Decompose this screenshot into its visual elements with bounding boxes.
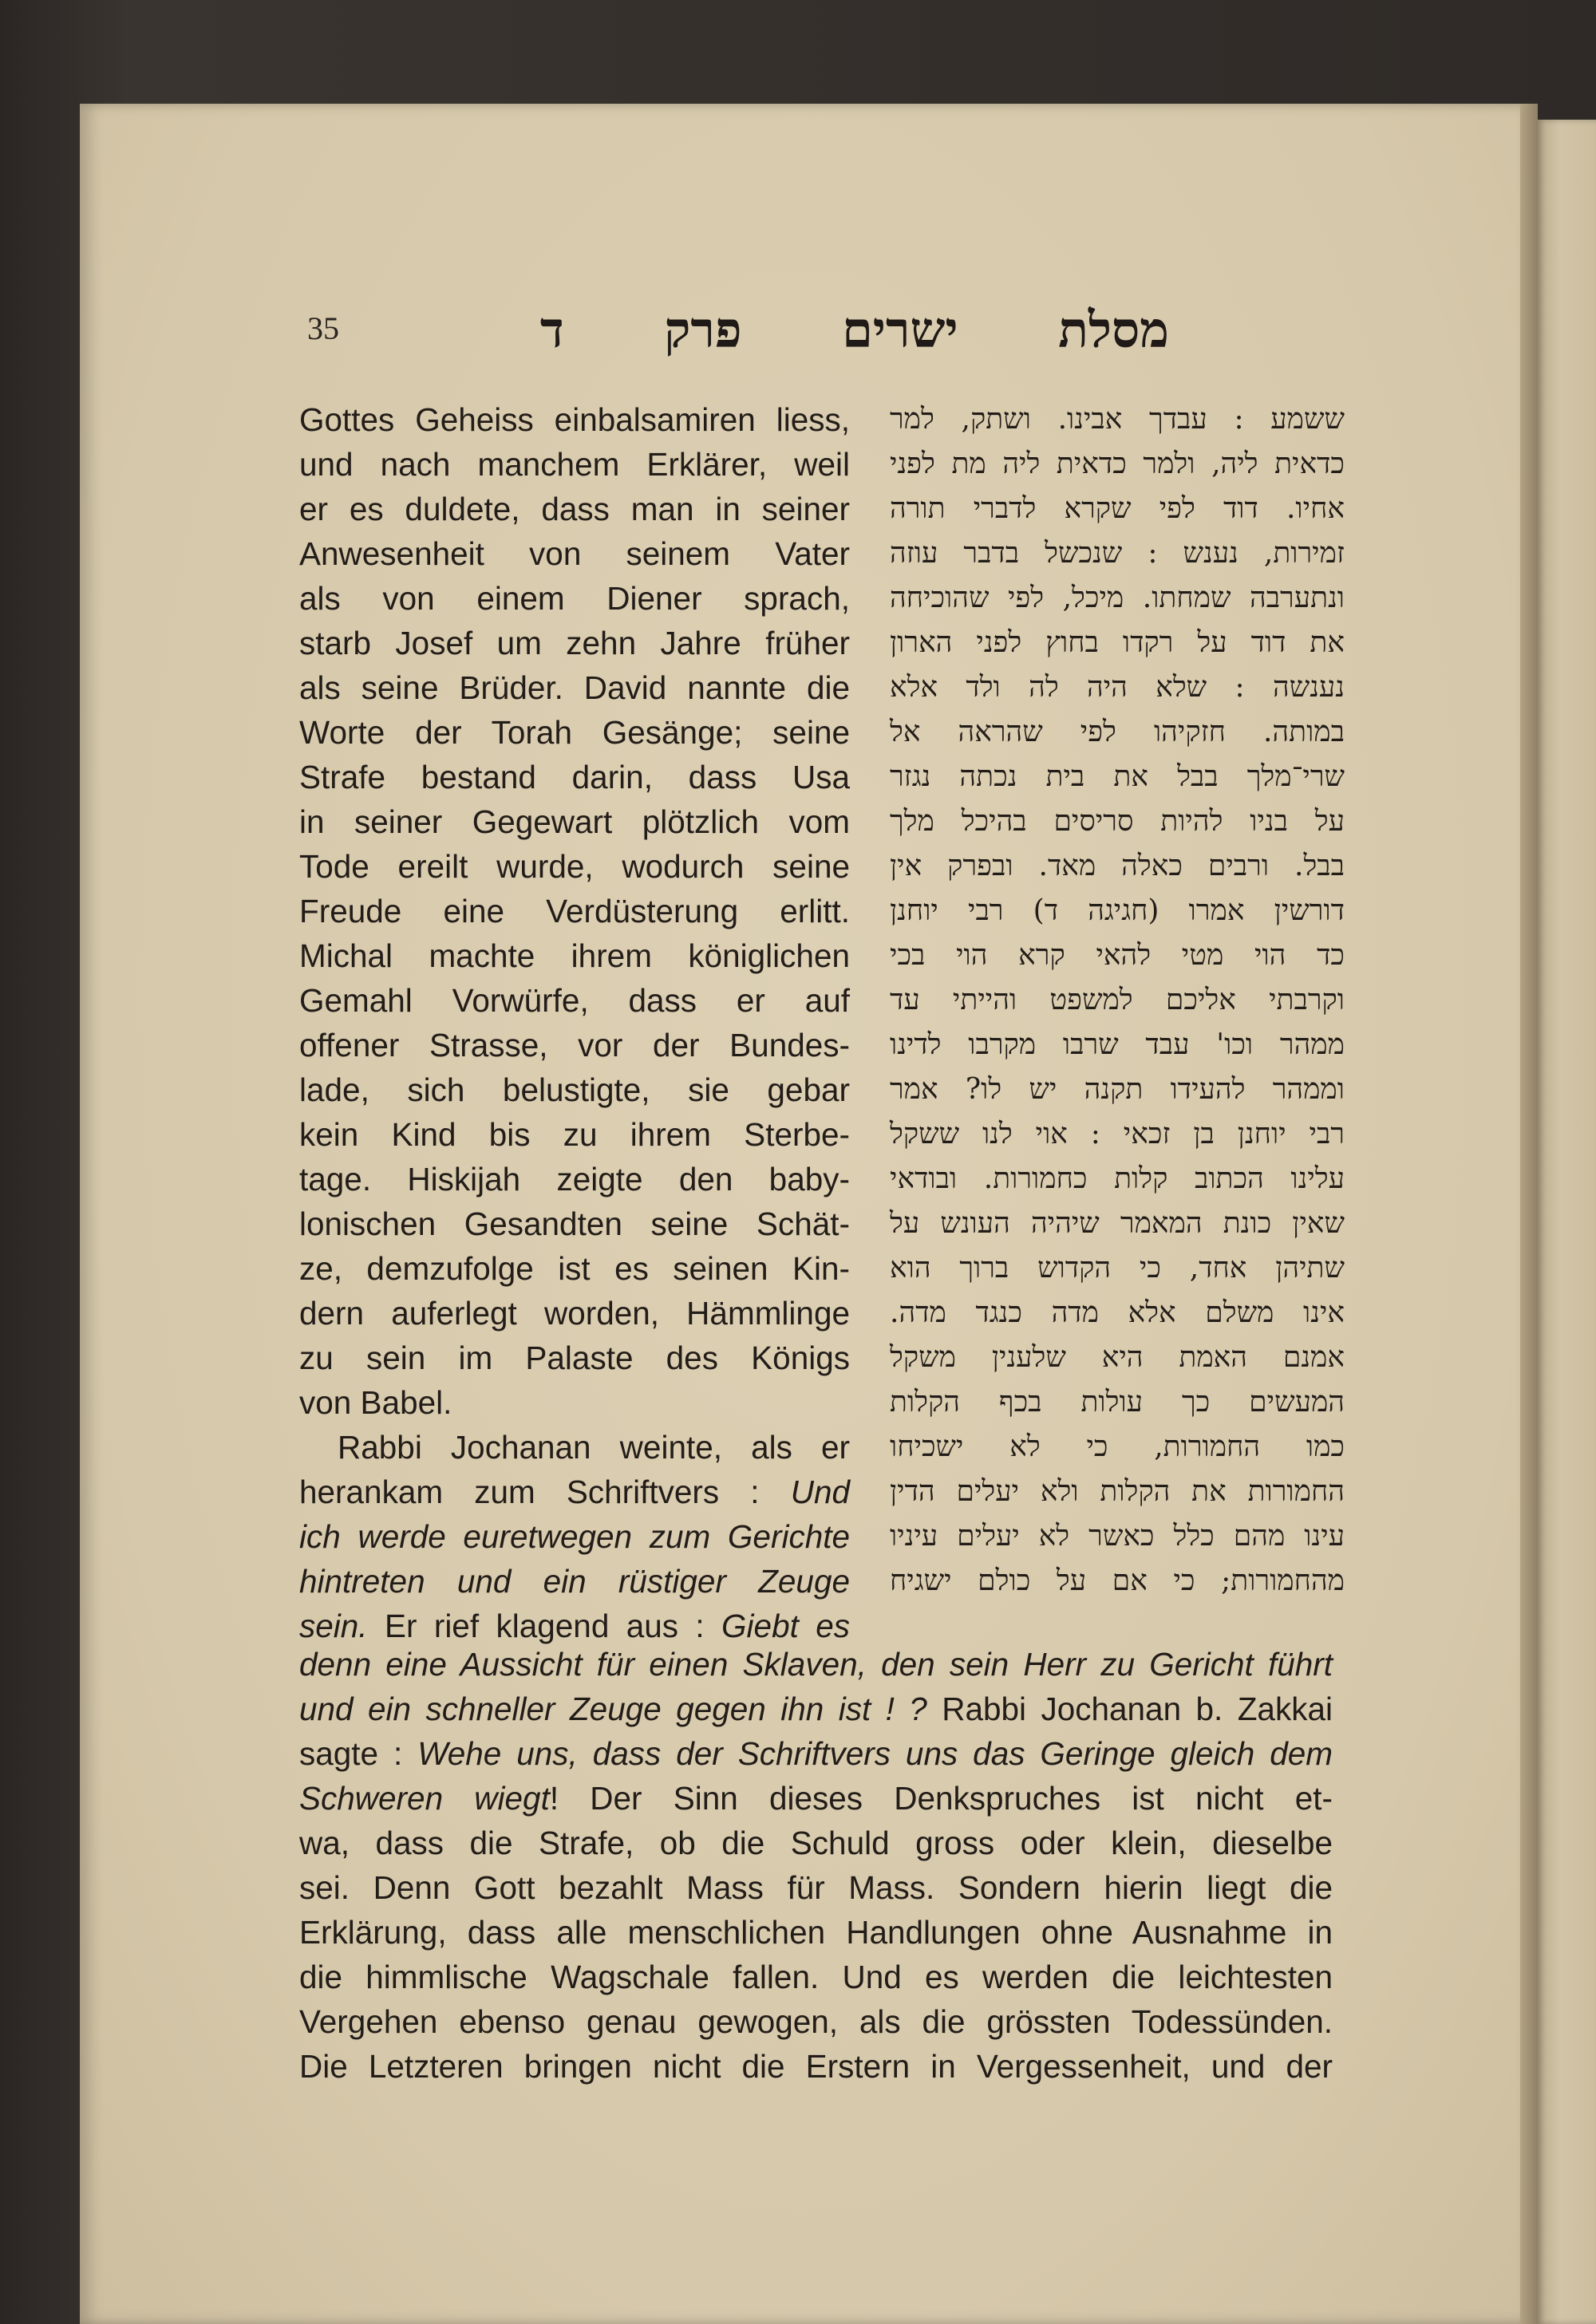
text-line: offener Strasse, vor der Bundes- [299, 1027, 850, 1063]
next-page-edge [1536, 120, 1596, 2324]
text-line: ze, demzufolge ist es seinen Kin- [299, 1250, 850, 1287]
text-line: sei. Denn Gott bezahlt Mass für Mass. Sondern hierin liegt die [299, 1869, 1333, 1906]
italic-quote: Giebt es [721, 1608, 851, 1644]
text-line: und nach manchem Erklärer, weil [299, 446, 850, 483]
italic-quote: denn eine Aussicht für einen Sklaven, den sein Herr zu Gericht führt [299, 1646, 1333, 1683]
text-line: als seine Brüder. David nannte die [299, 669, 850, 706]
text-line: die himmlische Wagschale fallen. Und es werden die leichtesten [299, 1959, 1333, 1995]
hebrew-line: כדאית ליה, ולמר כדאית ליה מת לפני [890, 448, 1345, 480]
german-translation-column [299, 397, 850, 1648]
text-line: kein Kind bis zu ihrem Sterbe- [299, 1116, 850, 1153]
text-line: Strafe bestand darin, dass Usa [299, 759, 850, 795]
text-line: wa, dass die Strafe, ob die Schuld gross oder klein, dieselbe [299, 1825, 1333, 1861]
full-width-text [299, 1642, 1333, 2089]
italic-quote: und ein schneller Zeuge gegen ihn ist ! ? [299, 1691, 927, 1727]
plain-text: ! Der Sinn dieses Denkspruches ist nicht et- [549, 1780, 1333, 1817]
text-line: Erklärung, dass alle menschlichen Handlungen ohne Ausnahme in [299, 1914, 1333, 1951]
hebrew-line: ממהר וכו' עבד שרבו מקרבו לדינו [890, 1028, 1345, 1061]
text-line: starb Josef um zehn Jahre früher [299, 625, 850, 661]
plain-text: Rabbi Jochanan b. Zakkai [926, 1691, 1333, 1727]
hebrew-line: שאין כונת המאמר שיהיה העונש על [890, 1207, 1345, 1240]
plain-text: herankam zum Schriftvers : [299, 1474, 791, 1510]
text-line: dern auferlegt worden, Hämmlinge [299, 1295, 850, 1332]
text-line: lonischen Gesandten seine Schät- [299, 1205, 850, 1242]
text-line [299, 1731, 1333, 1776]
text-line: Michal machte ihrem königlichen [299, 937, 850, 974]
hebrew-line: המעשים כך עולות בכף הקלות [890, 1386, 1345, 1418]
text-line: Vergehen ebenso genau gewogen, als die grössten Todessünden. [299, 2003, 1333, 2040]
text-line: zu sein im Palaste des Königs [299, 1340, 850, 1376]
hebrew-line: שרי־מלך בבל את בית נכתה נגזר [890, 760, 1345, 793]
text-line: Freude eine Verdüsterung erlitt. [299, 893, 850, 929]
hebrew-line: ששמע : עבדך אבינו. ושתק, למר [890, 403, 1345, 436]
hebrew-line: אמנם האמת היא שלענין משקל [890, 1341, 1345, 1374]
text-line: Gottes Geheiss einbalsamiren liess, [299, 401, 850, 438]
text-line [299, 1470, 850, 1514]
text-line: als von einem Diener sprach, [299, 580, 850, 617]
hebrew-line: נענשה : שלא היה לה ולד אלא [890, 671, 1345, 704]
hebrew-line: רבי יוחנן בן זכאי : אוי לנו ששקל [890, 1118, 1345, 1150]
page-header [307, 303, 1169, 391]
hebrew-line: עינו מהם כלל כאשר לא יעלים עיניו [890, 1520, 1345, 1553]
text-line: von Babel. [299, 1384, 452, 1421]
hebrew-line: וקרבתי אליכם למשפט והייתי עד [890, 984, 1345, 1016]
italic-quote: hintreten und ein rüstiger Zeuge [299, 1563, 850, 1600]
text-line: Anwesenheit von seinem Vater [299, 535, 850, 572]
plain-text: sagte : [299, 1735, 418, 1772]
hebrew-line: עלינו הכתוב קלות כחמורות. ובודאי [890, 1162, 1345, 1195]
hebrew-line: ונתערבה שמחתו. מיכל, לפי שהוכיחה [890, 582, 1345, 614]
hebrew-line: דורשין אמרו (חגיגה ד) רבי יוחנן [890, 894, 1345, 927]
plain-text: Er rief klagend aus : [367, 1608, 722, 1644]
text-line [299, 1687, 1333, 1731]
text-line: Die Letzteren bringen nicht die Erstern in Vergessenheit, und der [299, 2048, 1333, 2085]
hebrew-line: וממהר להעידו תקנה יש לו? אמר [890, 1073, 1345, 1106]
text-line: er es duldete, dass man in seiner [299, 491, 850, 527]
page-gutter [1520, 104, 1538, 2324]
hebrew-line: בבל. ורבים כאלה מאד. ובפרק אין [890, 850, 1345, 882]
hebrew-line: החמורות את הקלות ולא יעלים הדין [890, 1475, 1345, 1508]
hebrew-line: כד הוי מטי להאי קרא הוי בכי [890, 939, 1345, 972]
text-line: Gemahl Vorwürfe, dass er auf [299, 982, 850, 1019]
hebrew-line: שתיהן אחד, כי הקדוש ברוך הוא [890, 1252, 1345, 1284]
hebrew-line: כמו החמורות, כי לא ישכיחו [890, 1430, 1345, 1463]
page-number: 35 [307, 310, 339, 346]
text-line: lade, sich belustigte, sie gebar [299, 1071, 850, 1108]
hebrew-line: את דוד על רקדו בחוץ לפני הארון [890, 626, 1345, 659]
hebrew-running-title: מסלת ישרים פרק ד [539, 304, 1169, 358]
text-line: Worte der Torah Gesänge; seine [299, 714, 850, 751]
hebrew-line: אינו משלם אלא מדה כנגד מדה. [890, 1296, 1345, 1329]
hebrew-line: על בניו להיות סריסים בהיכל מלך [890, 805, 1345, 838]
text-line: tage. Hiskijah zeigte den baby- [299, 1161, 850, 1198]
text-line: in seiner Gegewart plötzlich vom [299, 803, 850, 840]
italic-quote: Und [790, 1474, 850, 1510]
italic-quote: Wehe uns, dass der Schriftvers uns das Geringe gleich dem [417, 1735, 1333, 1772]
italic-quote: sein. [299, 1608, 368, 1644]
italic-quote: Schweren wiegt [299, 1780, 550, 1817]
hebrew-line: מהחמורות; כי אם על כולם ישגיח [890, 1564, 1345, 1597]
hebrew-line: אחיו. דוד לפי שקרא לדברי תורה [890, 492, 1345, 525]
text-line: Rabbi Jochanan weinte, als er [338, 1429, 850, 1466]
text-line: Tode ereilt wurde, wodurch seine [299, 848, 850, 885]
text-line [299, 1776, 1333, 1821]
hebrew-line: במותה. חזקיהו לפי שהראה אל [890, 716, 1345, 748]
italic-quote: ich werde euretwegen zum Gerichte [299, 1518, 850, 1555]
hebrew-line: זמירות, נענש : שנכשל בדבר עוזה [890, 537, 1345, 570]
hebrew-text-column [890, 397, 1345, 1604]
